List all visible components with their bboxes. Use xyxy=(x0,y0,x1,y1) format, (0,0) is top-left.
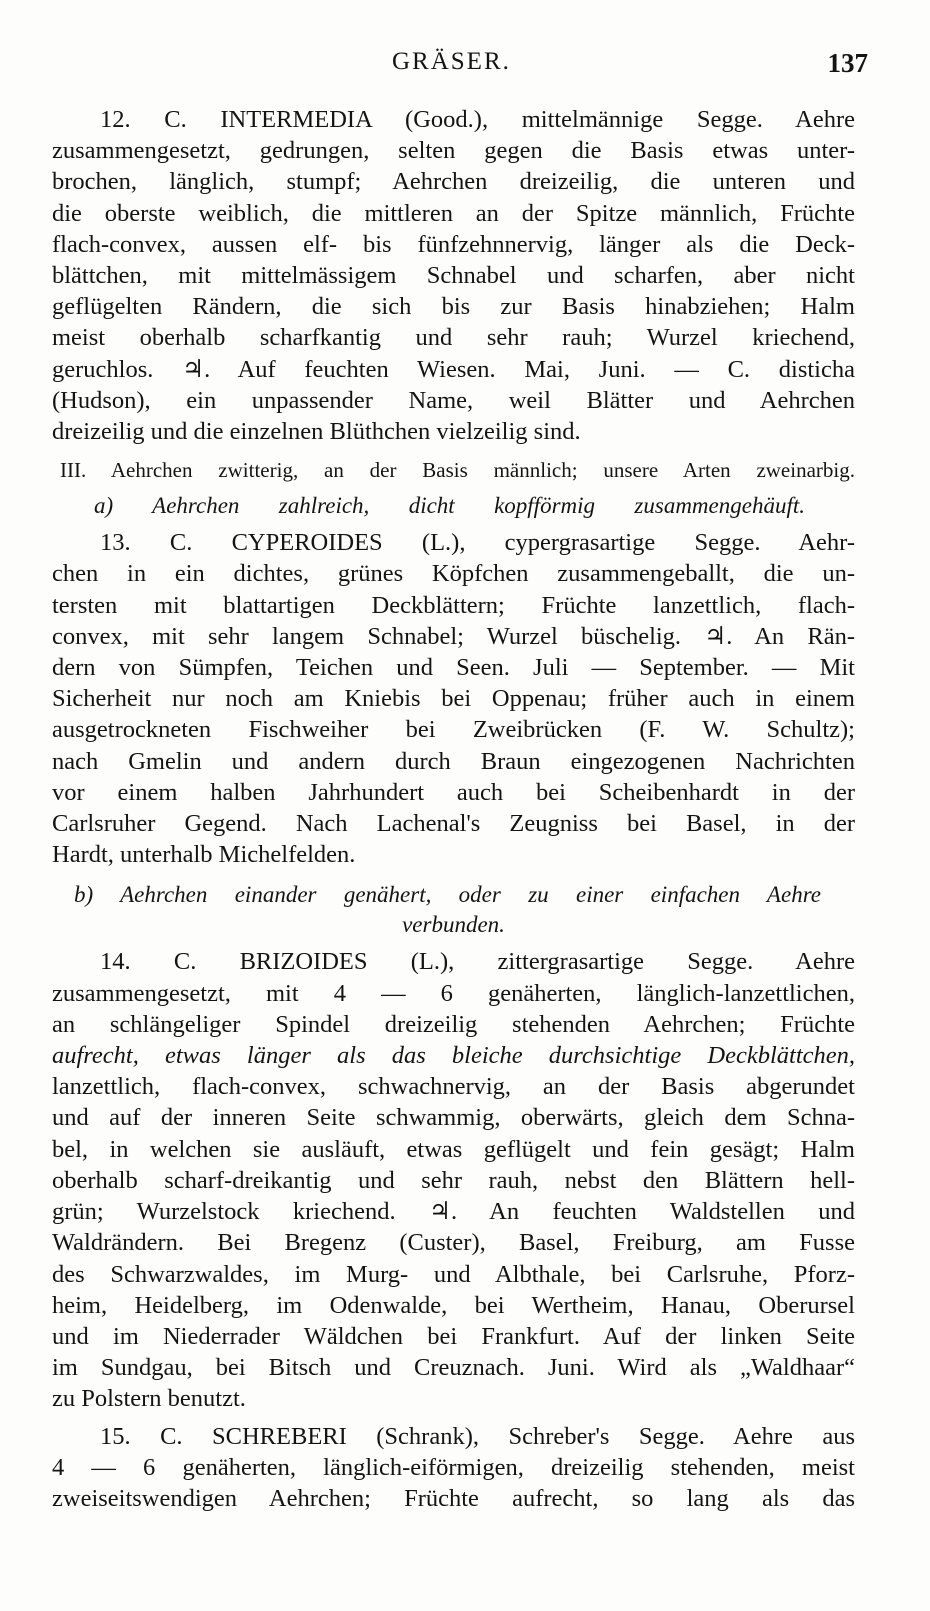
page-number: 137 xyxy=(827,48,868,78)
text-line: flach-convex, aussen elf- bis fünfzehnnervig, länger als die Deck- xyxy=(52,230,855,258)
text-line: ausgetrockneten Fischweiher bei Zweibrücken (F. W. Schultz); xyxy=(52,716,855,744)
text-line: tersten mit blattartigen Deckblättern; Früchte lanzettlich, flach- xyxy=(52,591,855,619)
text-line: und auf der inneren Seite schwammig, oberwärts, gleich dem Schna- xyxy=(52,1104,855,1132)
text-line: des Schwarzwaldes, im Murg- und Albthale, bei Carlsruhe, Pforz- xyxy=(52,1260,855,1288)
text-line: und im Niederrader Wäldchen bei Frankfurt. Auf der linken Seite xyxy=(52,1322,855,1350)
text-line: nach Gmelin und andern durch Braun eingezogenen Nachrichten xyxy=(52,747,855,775)
text-line: 4 — 6 genäherten, länglich-eiförmigen, dreizeilig stehenden, meist xyxy=(52,1453,855,1481)
text-line: brochen, länglich, stumpf; Aehrchen dreizeilig, die unteren und xyxy=(52,168,855,196)
text-line: convex, mit sehr langem Schnabel; Wurzel büschelig. ♃. An Rän- xyxy=(52,622,855,650)
text-line: zusammengesetzt, gedrungen, selten gegen die Basis etwas unter- xyxy=(52,137,855,165)
text-line: 13. C. CYPEROIDES (L.), cypergrasartige Segge. Aehr- xyxy=(100,529,855,557)
text-line: Carlsruher Gegend. Nach Lachenal's Zeugniss bei Basel, in der xyxy=(52,810,855,838)
text-line: chen in ein dichtes, grünes Köpfchen zusammengeballt, die un- xyxy=(52,560,855,588)
text-line: meist oberhalb scharfkantig und sehr rauh; Wurzel kriechend, xyxy=(52,324,855,352)
text-line: geruchlos. ♃. Auf feuchten Wiesen. Mai, Juni. — C. disticha xyxy=(52,355,855,383)
text-line: 14. C. BRIZOIDES (L.), zittergrasartige Segge. Aehre xyxy=(100,948,855,976)
text-line: zweiseitswendigen Aehrchen; Früchte aufrecht, so lang als das xyxy=(52,1484,855,1512)
entry-14 xyxy=(52,946,855,1414)
text-line: an schlängeliger Spindel dreizeilig stehenden Aehrchen; Früchte xyxy=(52,1010,855,1038)
text-line: 12. C. INTERMEDIA (Good.), mittelmännige Segge. Aehre xyxy=(100,106,855,133)
subsection-heading-b xyxy=(52,880,855,940)
subsection-heading-a: a) Aehrchen zahlreich, dicht kopfförmig zusammengehäuft. xyxy=(94,493,805,519)
section-heading-iii: III. Aehrchen zwitterig, an der Basis männlich; unsere Arten zweinarbig. xyxy=(60,458,855,483)
text-line: b) Aehrchen einander genähert, oder zu einer einfachen Aehre xyxy=(74,882,821,908)
body-text xyxy=(52,104,855,1514)
text-line: dern von Sümpfen, Teichen und Seen. Juli — September. — Mit xyxy=(52,654,855,682)
text-line: grün; Wurzelstock kriechend. ♃. An feuchten Waldstellen und xyxy=(52,1198,855,1226)
text-line: die oberste weiblich, die mittleren an der Spitze männlich, Früchte xyxy=(52,199,855,227)
text-line: Waldrändern. Bei Bregenz (Custer), Basel, Freiburg, am Fusse xyxy=(52,1229,855,1257)
text-line: lanzettlich, flach-convex, schwachnervig, an der Basis abgerundet xyxy=(52,1073,855,1101)
text-line: heim, Heidelberg, im Odenwalde, bei Wertheim, Hanau, Oberursel xyxy=(52,1291,855,1319)
text-line: bel, in welchen sie ausläuft, etwas geflügelt und fein gesägt; Halm xyxy=(52,1135,855,1163)
entry-12 xyxy=(52,104,855,447)
text-line: dreizeilig und die einzelnen Blüthchen vielzeilig sind. xyxy=(52,418,581,446)
text-line: zusammengesetzt, mit 4 — 6 genäherten, länglich-lanzettlichen, xyxy=(52,979,855,1007)
text-line: zu Polstern benutzt. xyxy=(52,1385,246,1413)
running-head: GRÄSER. xyxy=(392,48,511,75)
text-line: im Sundgau, bei Bitsch und Creuznach. Juni. Wird als „Waldhaar“ xyxy=(52,1354,855,1382)
entry-15 xyxy=(52,1421,855,1515)
text-line: (Hudson), ein unpassender Name, weil Blätter und Aehrchen xyxy=(52,386,855,414)
text-line: verbunden. xyxy=(402,912,505,938)
entry-13 xyxy=(52,527,855,870)
text-line: vor einem halben Jahrhundert auch bei Scheibenhardt in der xyxy=(52,778,855,806)
text-line: Hardt, unterhalb Michelfelden. xyxy=(52,841,356,869)
page-header xyxy=(0,48,930,88)
text-line: blättchen, mit mittelmässigem Schnabel und scharfen, aber nicht xyxy=(52,262,855,290)
text-line: geflügelten Rändern, die sich bis zur Basis hinabziehen; Halm xyxy=(52,293,855,321)
text-line: oberhalb scharf-dreikantig und sehr rauh, nebst den Blättern hell- xyxy=(52,1166,855,1194)
text-line: 15. C. SCHREBERI (Schrank), Schreber's Segge. Aehre aus xyxy=(100,1422,855,1450)
text-line: Sicherheit nur noch am Kniebis bei Oppenau; früher auch in einem xyxy=(52,685,855,713)
text-line: aufrecht, etwas länger als das bleiche durchsichtige Deckblättchen, xyxy=(52,1042,855,1070)
